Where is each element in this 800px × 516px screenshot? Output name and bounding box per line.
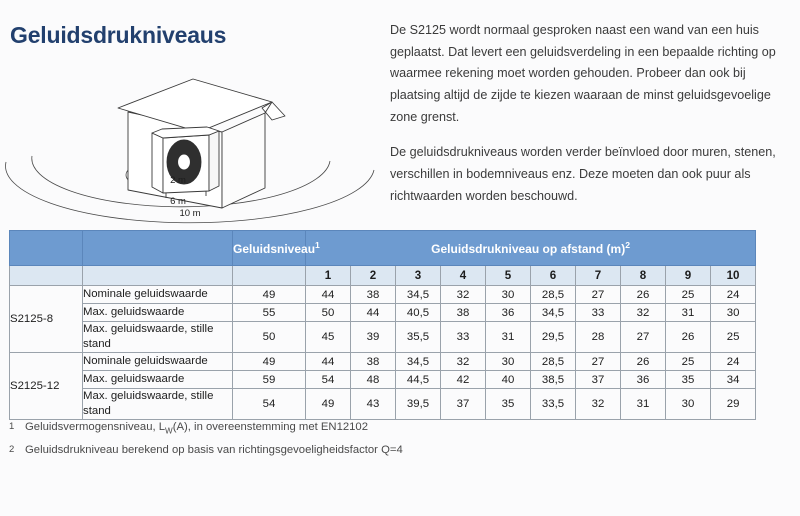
subheader-sound-level-blank	[233, 266, 306, 286]
sound-level-value: 50	[233, 322, 306, 353]
distance-value-2: 38	[351, 286, 396, 304]
distance-value-2: 38	[351, 353, 396, 371]
intro-paragraph-2: De geluidsdrukniveaus worden verder beïnvloed door muren, stenen, verschillen in bodemniveaus enz. Deze moeten dan ook puur als richtwaarden worden beschouwd.	[390, 145, 776, 203]
distance-value-10: 24	[711, 286, 756, 304]
sound-level-value: 55	[233, 304, 306, 322]
distance-value-9: 30	[666, 389, 711, 420]
distance-value-3: 35,5	[396, 322, 441, 353]
footnote-1-text-after: (A), in overeenstemming met EN12102	[172, 421, 368, 433]
distance-value-8: 26	[621, 353, 666, 371]
distance-value-6: 29,5	[531, 322, 576, 353]
distance-value-4: 32	[441, 353, 486, 371]
footnote-2-marker: 2	[9, 443, 15, 455]
subheader-distance-2: 2	[351, 266, 396, 286]
distance-value-10: 29	[711, 389, 756, 420]
footnote-1-text-before: Geluidsvermogensniveau, L	[25, 421, 166, 433]
table-row	[10, 304, 756, 322]
row-description: Nominale geluidswaarde	[83, 286, 233, 304]
header-distance-group-footnote-ref: 2	[625, 239, 630, 250]
header-distance-group	[306, 231, 756, 266]
distance-value-8: 27	[621, 322, 666, 353]
sound-level-value: 54	[233, 389, 306, 420]
table-header-main-row	[10, 231, 756, 266]
footnote-2	[9, 443, 749, 460]
subheader-distance-8: 8	[621, 266, 666, 286]
distance-value-10: 30	[711, 304, 756, 322]
subheader-model-blank	[10, 266, 83, 286]
sound-level-value: 59	[233, 371, 306, 389]
distance-value-8: 36	[621, 371, 666, 389]
header-sound-level-footnote-ref: 1	[315, 239, 320, 250]
model-cell-s2125-12: S2125-12	[10, 353, 83, 420]
footnote-1	[9, 420, 749, 437]
footnote-1-text	[25, 420, 368, 437]
distance-value-5: 36	[486, 304, 531, 322]
distance-value-1: 54	[306, 371, 351, 389]
table-body	[10, 286, 756, 420]
sound-level-value: 49	[233, 353, 306, 371]
distance-value-2: 44	[351, 304, 396, 322]
distance-value-10: 25	[711, 322, 756, 353]
subheader-distance-1: 1	[306, 266, 351, 286]
distance-value-5: 40	[486, 371, 531, 389]
distance-value-7: 27	[576, 286, 621, 304]
table-row	[10, 389, 756, 420]
row-description: Max. geluidswaarde	[83, 371, 233, 389]
subheader-distance-3: 3	[396, 266, 441, 286]
distance-value-9: 31	[666, 304, 711, 322]
row-description: Nominale geluidswaarde	[83, 353, 233, 371]
table-row	[10, 353, 756, 371]
distance-value-3: 40,5	[396, 304, 441, 322]
distance-value-2: 48	[351, 371, 396, 389]
distance-value-8: 26	[621, 286, 666, 304]
header-model-blank	[10, 231, 83, 266]
footnote-2-text-before: Geluidsdrukniveau berekend op basis van richtingsgevoeligheidsfactor Q=4	[25, 443, 403, 456]
distance-value-7: 37	[576, 371, 621, 389]
top-section	[0, 0, 800, 228]
intro-text-column	[382, 0, 800, 228]
subheader-distance-7: 7	[576, 266, 621, 286]
distance-value-4: 37	[441, 389, 486, 420]
distance-value-6: 38,5	[531, 371, 576, 389]
footnote-1-marker: 1	[9, 421, 15, 432]
distance-value-3: 39,5	[396, 389, 441, 420]
table-row	[10, 322, 756, 353]
distance-value-4: 33	[441, 322, 486, 353]
sound-level-value: 49	[233, 286, 306, 304]
footnote-1-subscript: W	[165, 426, 173, 436]
row-description: Max. geluidswaarde, stille stand	[83, 322, 233, 353]
distance-value-4: 32	[441, 286, 486, 304]
ring-label-6m: 6 m	[170, 196, 186, 207]
subheader-distance-4: 4	[441, 266, 486, 286]
distance-value-3: 34,5	[396, 353, 441, 371]
distance-value-1: 45	[306, 322, 351, 353]
distance-value-5: 35	[486, 389, 531, 420]
distance-value-9: 35	[666, 371, 711, 389]
distance-value-8: 31	[621, 389, 666, 420]
heat-pump-unit	[152, 127, 219, 198]
table-header-sub-row	[10, 266, 756, 286]
distance-value-1: 44	[306, 286, 351, 304]
distance-value-10: 24	[711, 353, 756, 371]
distance-value-6: 28,5	[531, 286, 576, 304]
page-title: Geluidsdrukniveaus	[10, 22, 227, 48]
ring-label-10m: 10 m	[179, 208, 201, 219]
subheader-description-blank	[83, 266, 233, 286]
table-head	[10, 231, 756, 286]
distance-value-3: 34,5	[396, 286, 441, 304]
footnotes	[9, 420, 749, 466]
distance-value-7: 28	[576, 322, 621, 353]
subheader-distance-9: 9	[666, 266, 711, 286]
distance-value-6: 28,5	[531, 353, 576, 371]
subheader-distance-10: 10	[711, 266, 756, 286]
distance-value-5: 31	[486, 322, 531, 353]
distance-value-4: 38	[441, 304, 486, 322]
header-sound-level-label: Geluidsniveau	[233, 241, 316, 256]
subheader-distance-5: 5	[486, 266, 531, 286]
distance-value-5: 30	[486, 286, 531, 304]
intro-paragraph-1: De S2125 wordt normaal gesproken naast een wand van een huis geplaatst. Dat levert een geluidsverdeling in een bepaalde richting op waarmee rekening moet worden gehouden. Probeer dan ook bij plaatsing altijd de zijde te kiezen waaraan de minst geluidsgevoelige zone grenst.	[390, 23, 776, 124]
distance-value-9: 26	[666, 322, 711, 353]
sound-pressure-table-wrapper	[9, 230, 754, 420]
distance-value-3: 44,5	[396, 371, 441, 389]
distance-value-1: 44	[306, 353, 351, 371]
distance-value-2: 43	[351, 389, 396, 420]
distance-value-6: 33,5	[531, 389, 576, 420]
distance-value-4: 42	[441, 371, 486, 389]
house-with-heat-pump-sound-rings-illustration	[0, 58, 382, 224]
ring-label-2m: 2 m	[170, 175, 186, 186]
distance-value-8: 32	[621, 304, 666, 322]
table-row	[10, 371, 756, 389]
distance-value-1: 50	[306, 304, 351, 322]
distance-value-10: 34	[711, 371, 756, 389]
distance-value-1: 49	[306, 389, 351, 420]
header-sound-level	[233, 231, 320, 266]
header-description-blank	[83, 231, 233, 266]
distance-value-5: 30	[486, 353, 531, 371]
distance-value-7: 33	[576, 304, 621, 322]
distance-value-7: 32	[576, 389, 621, 420]
sound-pressure-level-table	[9, 230, 756, 420]
footnote-2-text	[25, 443, 403, 460]
distance-value-9: 25	[666, 286, 711, 304]
model-cell-s2125-8: S2125-8	[10, 286, 83, 353]
distance-value-6: 34,5	[531, 304, 576, 322]
illustration-column	[0, 0, 382, 228]
table-row	[10, 286, 756, 304]
row-description: Max. geluidswaarde	[83, 304, 233, 322]
row-description: Max. geluidswaarde, stille stand	[83, 389, 233, 420]
distance-value-7: 27	[576, 353, 621, 371]
distance-value-2: 39	[351, 322, 396, 353]
distance-value-9: 25	[666, 353, 711, 371]
subheader-distance-6: 6	[531, 266, 576, 286]
header-distance-group-label: Geluidsdrukniveau op afstand (m)	[431, 241, 626, 256]
